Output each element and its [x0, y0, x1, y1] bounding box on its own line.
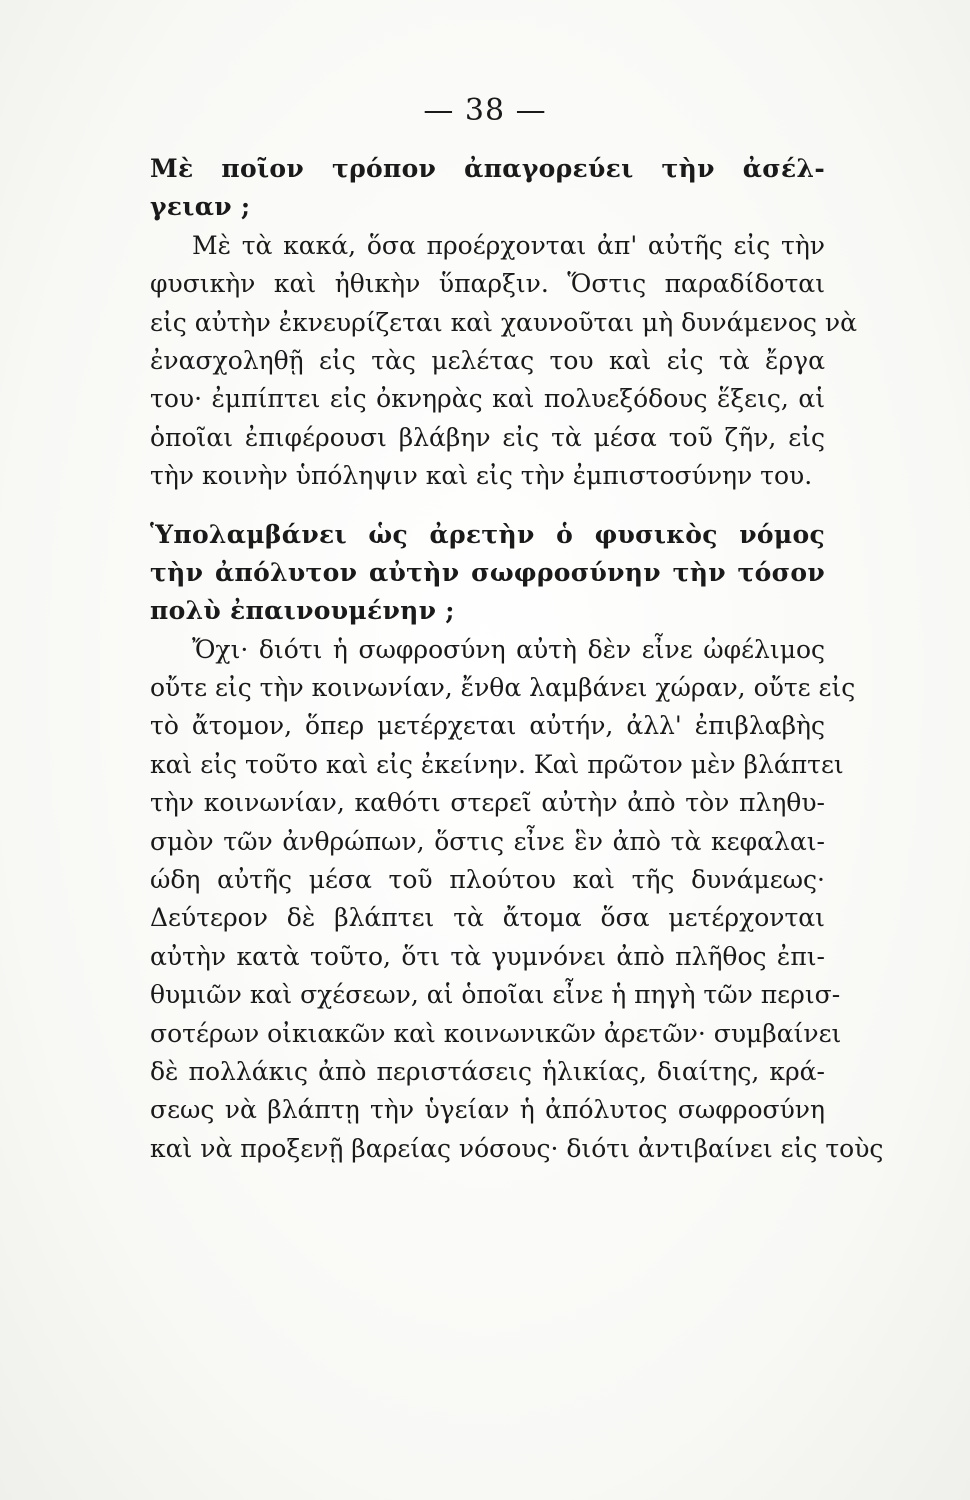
- text-line: θυμιῶν καὶ σχέσεων, αἱ ὁποῖαι εἶνε ἡ πηγὴ τῶν περισ-: [150, 980, 841, 1010]
- question-paragraph: [150, 516, 825, 631]
- text-line: Μὲ ποῖον τρόπον ἀπαγορεύει τὴν ἀσέλ-: [150, 154, 825, 183]
- text-line: τὸ ἄτομον, ὅπερ μετέρχεται αὐτήν, ἀλλ' ἐπιβλαβὴς: [150, 711, 825, 741]
- text-line: σοτέρων οἰκιακῶν καὶ κοινωνικῶν ἀρετῶν· συμβαίνει: [150, 1018, 842, 1048]
- page-text: [150, 150, 884, 1168]
- page-number: — 38 —: [423, 93, 547, 128]
- text-line: καὶ εἰς τοῦτο καὶ εἰς ἐκείνην. Καὶ πρῶτον μὲν βλάπτει: [150, 749, 844, 779]
- text-line: καὶ νὰ προξενῇ βαρείας νόσους· διότι ἀντιβαίνει εἰς τοὺς: [150, 1133, 884, 1163]
- text-line: Μὲ τὰ κακά, ὅσα προέρχονται ἀπ' αὐτῆς εἰς τὴν: [192, 230, 825, 260]
- text-line: τὴν κοινὴν ὑπόληψιν καὶ εἰς τὴν ἐμπιστοσύνην του.: [150, 461, 813, 491]
- text-line: Ὄχι· διότι ἡ σωφροσύνη αὐτὴ δὲν εἶνε ὠφέλιμος: [192, 634, 825, 664]
- text-line: του· ἐμπίπτει εἰς ὀκνηρὰς καὶ πολυεξόδους ἕξεις, αἱ: [150, 384, 825, 414]
- text-line: γειαν ;: [150, 192, 251, 222]
- text-line: σμὸν τῶν ἀνθρώπων, ὅστις εἶνε ἓν ἀπὸ τὰ κεφαλαι-: [150, 826, 825, 856]
- text-line: τὴν ἀπόλυτον αὐτὴν σωφροσύνην τὴν τόσον: [150, 557, 825, 587]
- text-line: φυσικὴν καὶ ἠθικὴν ὕπαρξιν. Ὅστις παραδίδοται: [150, 269, 825, 299]
- text-line: πολὺ ἐπαινουμένην ;: [150, 596, 455, 626]
- text-line: Δεύτερον δὲ βλάπτει τὰ ἄτομα ὅσα μετέρχονται: [150, 903, 825, 933]
- answer-paragraph: [150, 631, 884, 1168]
- text-line: εἰς αὐτὴν ἐκνευρίζεται καὶ χαυνοῦται μὴ δυνάμενος νὰ: [150, 307, 857, 337]
- text-line: Ὑπολαμβάνει ὡς ἀρετὴν ὁ φυσικὸς νόμος: [150, 519, 825, 549]
- question-paragraph: [150, 150, 825, 227]
- text-line: ώδη αὐτῆς μέσα τοῦ πλούτου καὶ τῆς δυνάμεως·: [150, 865, 825, 895]
- text-line: σεως νὰ βλάπτῃ τὴν ὑγείαν ἡ ἀπόλυτος σωφροσύνη: [150, 1095, 825, 1125]
- text-line: δὲ πολλάκις ἀπὸ περιστάσεις ἡλικίας, διαίτης, κρά-: [150, 1056, 825, 1086]
- text-line: ἐνασχοληθῇ εἰς τὰς μελέτας του καὶ εἰς τὰ ἔργα: [150, 345, 825, 375]
- text-line: τὴν κοινωνίαν, καθότι στερεῖ αὐτὴν ἀπὸ τὸν πληθυ-: [150, 788, 825, 818]
- answer-paragraph: [150, 227, 857, 496]
- paragraph-gap: [150, 496, 825, 516]
- text-line: ὁποῖαι ἐπιφέρουσι βλάβην εἰς τὰ μέσα τοῦ ζῆν, εἰς: [150, 422, 825, 452]
- text-line: αὐτὴν κατὰ τοῦτο, ὅτι τὰ γυμνόνει ἀπὸ πλῆθος ἐπι-: [150, 941, 825, 971]
- text-line: οὔτε εἰς τὴν κοινωνίαν, ἔνθα λαμβάνει χώραν, οὔτε εἰς: [150, 673, 856, 703]
